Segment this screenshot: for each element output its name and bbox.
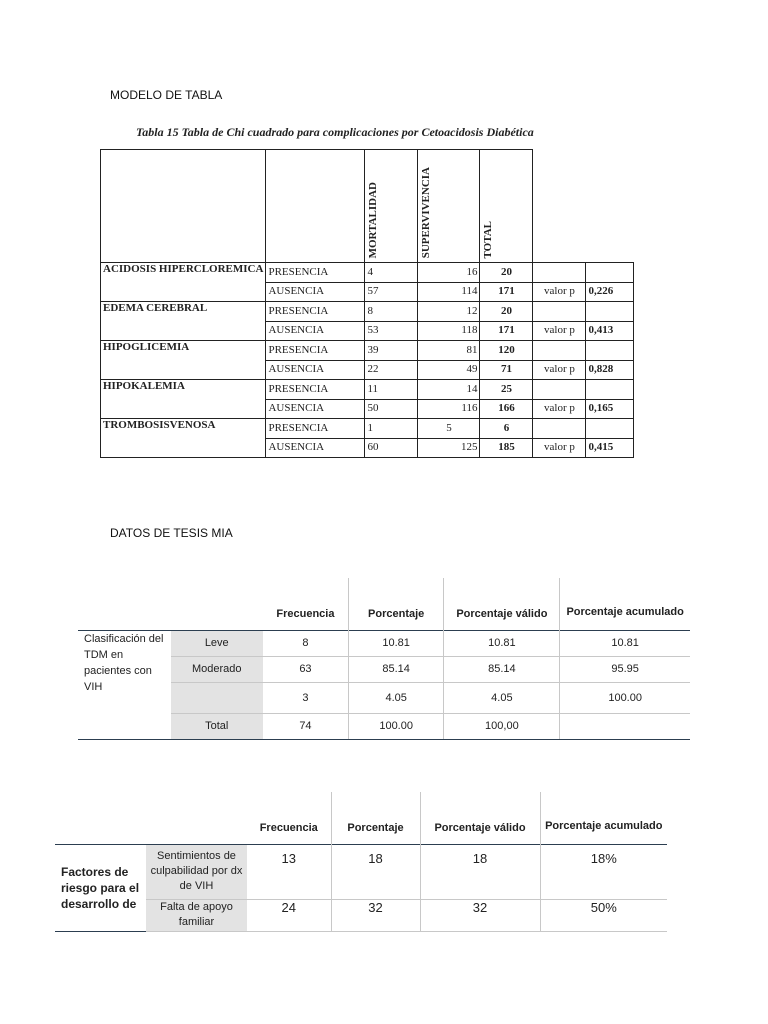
frequency-table-tdm (78, 578, 690, 740)
heading-modelo-de-tabla: MODELO DE TABLA (110, 88, 223, 102)
header-frecuencia: Frecuencia (276, 607, 335, 620)
header-empty-cell (101, 150, 266, 263)
header-porcentaje-acumulado: Porcentaje acumulado (540, 792, 667, 844)
table15-caption: Tabla 15 Tabla de Chi cuadrado para complicaciones por Cetoacidosis Diabética (136, 125, 534, 139)
table-row: AUSENCIA 50 116 166 valor p 0,165 (101, 399, 634, 419)
table-row: EDEMA CEREBRAL PRESENCIA 8 12 20 (101, 302, 634, 322)
header-porcentaje-acumulado: Porcentaje acumulado (560, 578, 690, 630)
table-row: 3 4.05 4.05 100.00 (78, 682, 690, 713)
header-porcentaje: Porcentaje (331, 792, 420, 844)
header-porcentaje-valido: Porcentaje válido (420, 792, 540, 844)
table-row: AUSENCIA 22 49 71 valor p 0,828 (101, 360, 634, 380)
table-row: Falta de apoyo familiar 24 32 32 50% (55, 899, 667, 931)
row-group-label: Factores de riesgo para el desarrollo de (55, 844, 146, 931)
chi-square-table (100, 149, 634, 458)
diagnosis-label: HIPOKALEMIA (101, 380, 266, 419)
header-total: TOTAL (480, 150, 533, 263)
risk-factors-table (55, 792, 667, 932)
diagnosis-label: HIPOGLICEMIA (101, 341, 266, 380)
table-row: AUSENCIA 57 114 171 valor p 0,226 (101, 282, 634, 302)
heading-datos-de-tesis: DATOS DE TESIS MIA (110, 526, 233, 540)
table-row: Moderado 63 85.14 85.14 95.95 (78, 656, 690, 682)
table-row: Clasificación del TDM en pacientes con VIH Leve 8 10.81 10.81 10.81 (78, 630, 690, 656)
header-frecuencia: Frecuencia (259, 821, 318, 834)
diagnosis-label: EDEMA CEREBRAL (101, 302, 266, 341)
table-row: Total 74 100.00 100,00 (78, 713, 690, 739)
header-porcentaje: Porcentaje (348, 578, 444, 630)
header-porcentaje-valido: Porcentaje válido (444, 578, 560, 630)
table-row: TROMBOSISVENOSA PRESENCIA 1 5 6 (101, 419, 634, 439)
diagnosis-label: TROMBOSISVENOSA (101, 419, 266, 458)
table-row: Factores de riesgo para el desarrollo de Sentimientos de culpabilidad por dx de VIH 13 18 18 18% (55, 844, 667, 899)
table-row: HIPOGLICEMIA PRESENCIA 39 81 120 (101, 341, 634, 361)
header-supervivencia: SUPERVIVENCIA (418, 150, 480, 263)
table-row: AUSENCIA 60 125 185 valor p 0,415 (101, 438, 634, 458)
row-group-label: Clasificación del TDM en pacientes con VIH (78, 630, 171, 739)
header-mortalidad: MORTALIDAD (365, 150, 418, 263)
table-row: AUSENCIA 53 118 171 valor p 0,413 (101, 321, 634, 341)
diagnosis-label: ACIDOSIS HIPERCLOREMICA (101, 263, 266, 302)
table-row: ACIDOSIS HIPERCLOREMICA PRESENCIA 4 16 20 (101, 263, 634, 283)
table-row: HIPOKALEMIA PRESENCIA 11 14 25 (101, 380, 634, 400)
